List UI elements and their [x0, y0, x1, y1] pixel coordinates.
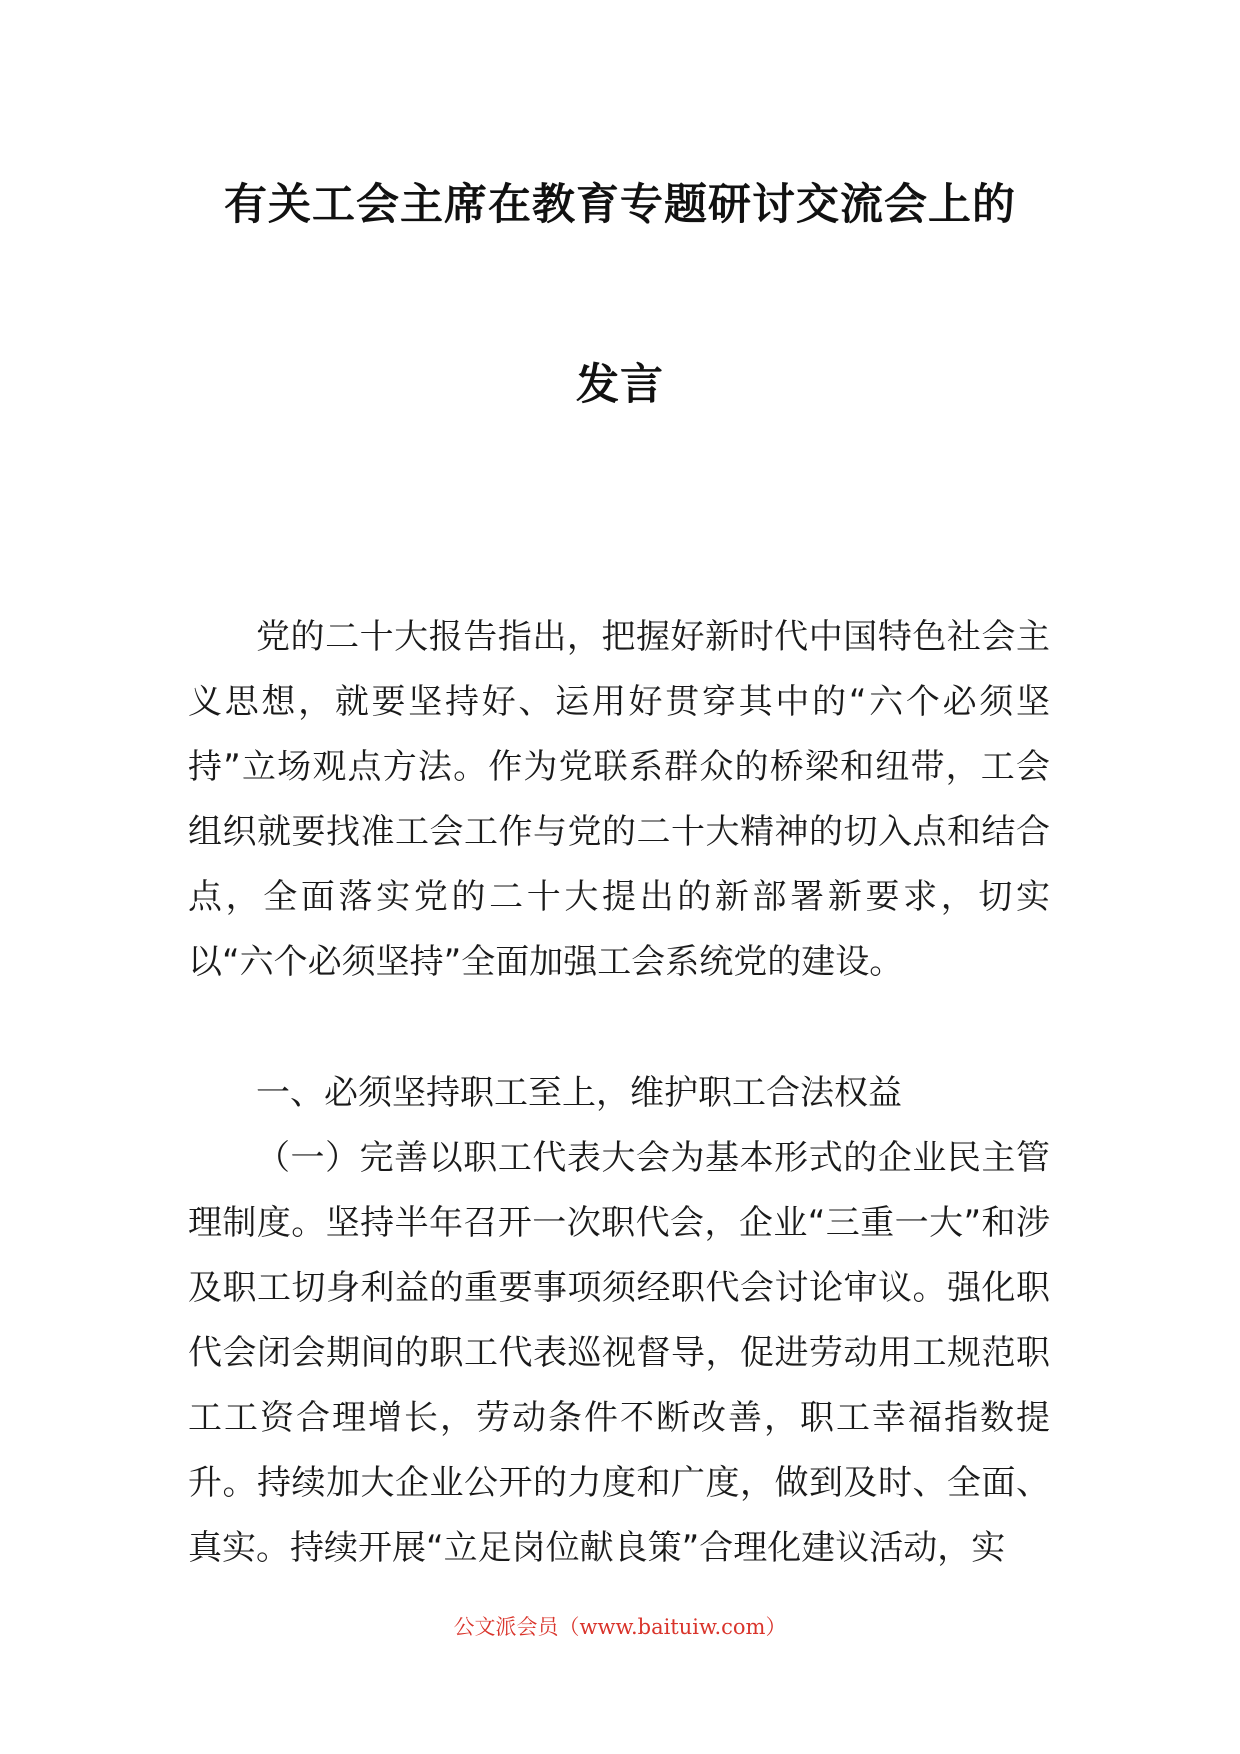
section-1	[188, 1061, 1050, 1581]
document-title-line-2: 发言	[576, 360, 664, 410]
intro-section	[188, 605, 1050, 995]
watermark-footer: 公文派会员（www.baituiw.com）	[453, 1615, 787, 1639]
section-1-heading: 一、必须坚持职工至上，维护职工合法权益	[256, 1073, 902, 1113]
section-1-paragraph: （一）完善以职工代表大会为基本形式的企业民主管理制度。坚持半年召开一次职代会，企业“三重一大”和涉及职工切身利益的重要事项须经职代会讨论审议。强化职代会闭会期间的职工代表巡视督导，促进劳动用工规范职工工资合理增长，劳动条件不断改善，职工幸福指数提升。持续加大企业公开的力度和广度，做到及时、全面、真实。持续开展“立足岗位献良策”合理化建议活动，实	[188, 1138, 1050, 1568]
intro-paragraph: 党的二十大报告指出，把握好新时代中国特色社会主义思想，就要坚持好、运用好贯穿其中的“六个必须坚持”立场观点方法。作为党联系群众的桥梁和纽带，工会组织就要找准工会工作与党的二十大精神的切入点和结合点，全面落实党的二十大提出的新部署新要求，切实以“六个必须坚持”全面加强工会系统党的建设。	[188, 617, 1050, 982]
document-title-line-1: 有关工会主席在教育专题研讨交流会上的	[224, 180, 1016, 230]
